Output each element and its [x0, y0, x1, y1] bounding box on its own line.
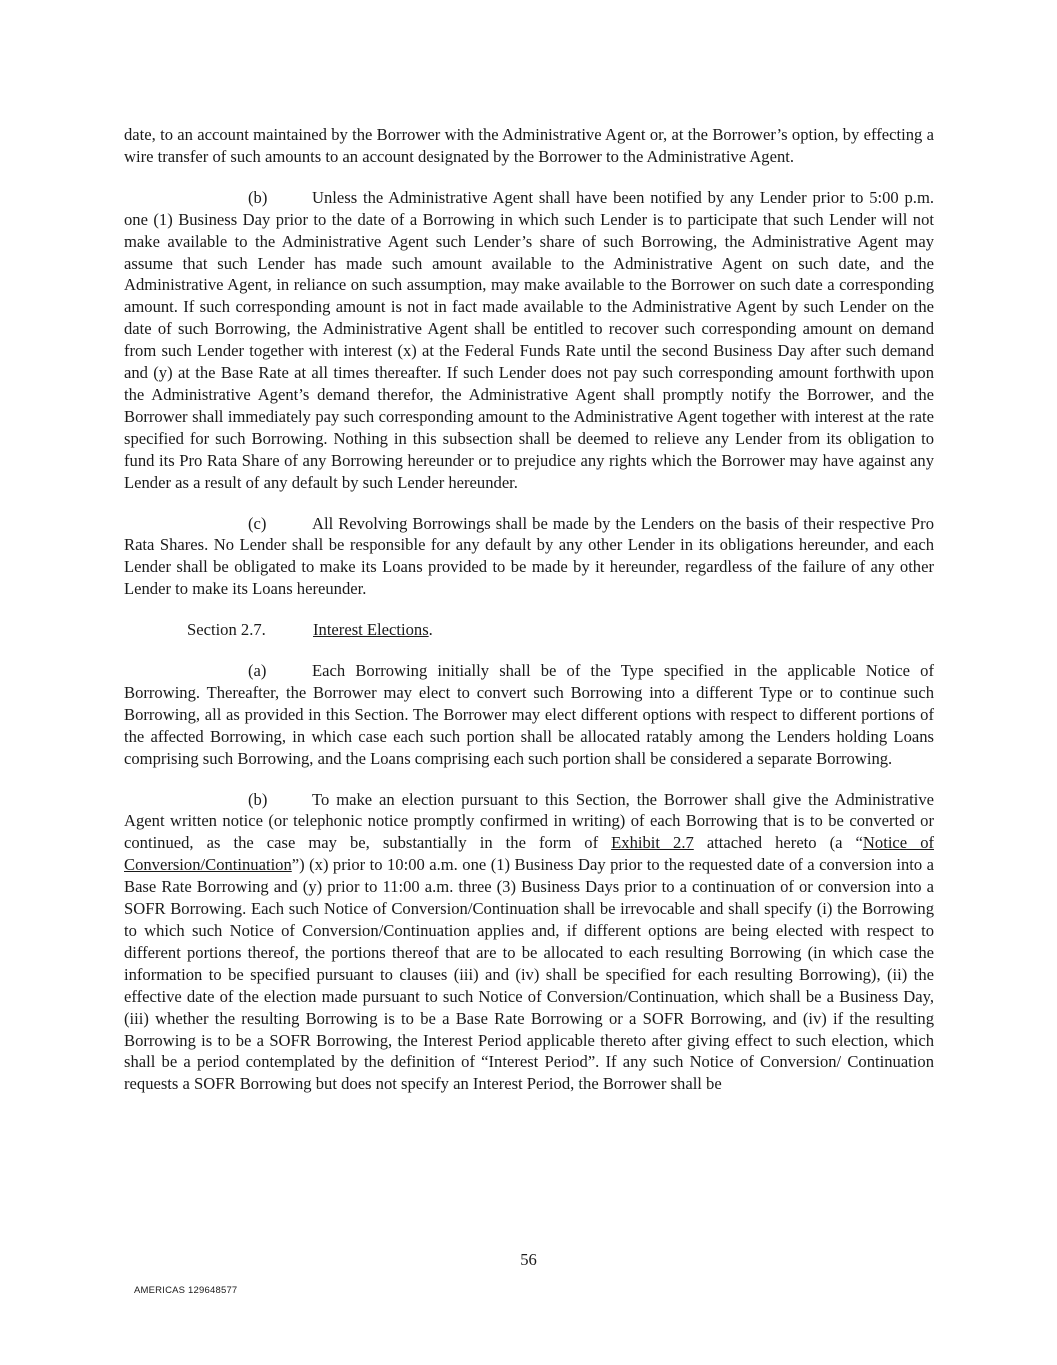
paragraph-c: [124, 513, 934, 601]
continuation-paragraph: date, to an account maintained by the Borrower with the Administrative Agent or, at the Borrower’s option, by effecting a wire transfer of such amounts to an account designated by the Borrower to the Administrative Agent.: [124, 125, 934, 166]
section-number: Section 2.7.: [187, 620, 266, 640]
page-number: 56: [520, 1250, 537, 1269]
section-paragraph-b-label: (b): [248, 789, 268, 809]
paragraph-b-label: (b): [248, 187, 268, 207]
section-paragraph-a: [124, 660, 934, 770]
section-paragraph-b-text-3: ”) (x) prior to 10:00 a.m. one (1) Business Day prior to the requested date of a conversion into a Base Rate Borrowing and (y) prior to 11:00 a.m. three (3) Business Days prior to a continuation of or conversion into a SOFR Borrowing. Each such Notice of Conversion/Continuation shall be irrevocable and shall specify (i) the Borrowing to which such Notice of Conversion/Continuation applies and, if different options are being elected with respect to different portions thereof, the portions thereof that are to be allocated to each resulting Borrowing (in which case the information to be specified pursuant to clauses (iii) and (iv) shall be specified for each resulting Borrowing), (ii) the effective date of the election made pursuant to such Notice of Conversion/Continuation, which shall be a Business Day, (iii) whether the resulting Borrowing is to be a Base Rate Borrowing or a SOFR Borrowing, and (iv) if the resulting Borrowing is to be a SOFR Borrowing, the Interest Period applicable thereto after giving effect to such election, which shall be a period contemplated by the definition of “Interest Period”. If any such Notice of Conversion/ Continuation requests a SOFR Borrowing but does not specify an Interest Period, the Borrower shall be: [124, 855, 934, 1094]
paragraph-c-label: (c): [248, 513, 267, 533]
section-title: Interest Elections: [313, 620, 429, 640]
section-title-period: .: [428, 620, 433, 640]
paragraph-b-text: Unless the Administrative Agent shall have been notified by any Lender prior to 5:00 p.m. one (1) Business Day prior to the date of a Borrowing in which such Lender is to participate that such Lender will not make available to the Administrative Agent such Lender’s share of such Borrowing, the Administrative Agent may assume that such Lender has made such amount available to the Administrative Agent on such date, and the Administrative Agent, in reliance on such assumption, may make available to the Borrower on such date a corresponding amount. If such corresponding amount is not in fact made available to the Administrative Agent by such Lender on the date of such Borrowing, the Administrative Agent shall be entitled to recover such corresponding amount on demand from such Lender together with interest (x) at the Federal Funds Rate until the second Business Day after such demand and (y) at the Base Rate at all times thereafter. If such Lender does not pay such corresponding amount forthwith upon the Administrative Agent’s demand therefor, the Administrative Agent shall promptly notify the Borrower, and the Borrower shall immediately pay such corresponding amount to the Administrative Agent together with interest at the rate specified for such Borrowing. Nothing in this subsection shall be deemed to relieve any Lender from its obligation to fund its Pro Rata Share of any Borrowing hereunder or to prejudice any rights which the Borrower may have against any Lender as a result of any default by such Lender hereunder.: [124, 187, 934, 492]
document-id: AMERICAS 129648577: [134, 1285, 238, 1296]
section-paragraph-a-label: (a): [248, 661, 267, 681]
section-paragraph-a-text: Each Borrowing initially shall be of the Type specified in the applicable Notice of Borrowing. Thereafter, the Borrower may elect to convert such Borrowing into a different Type or to continue such Borrowing, all as provided in this Section. The Borrower may elect different options with respect to different portions of the affected Borrowing, in which case each such portion shall be allocated ratably among the Lenders holding Loans comprising such Borrowing, and the Loans comprising each such portion shall be considered a separate Borrowing.: [124, 661, 934, 768]
defined-term: Notice of Conversion/Continuation: [124, 833, 935, 875]
page-body: [124, 124, 934, 1095]
section-paragraph-b: [124, 789, 934, 1096]
section-heading: [124, 619, 934, 641]
exhibit-reference: Exhibit 2.7: [611, 833, 694, 853]
paragraph-b: [124, 187, 934, 494]
section-paragraph-b-text-2: attached hereto (a “: [693, 833, 863, 853]
paragraph-c-text: All Revolving Borrowings shall be made by the Lenders on the basis of their respective Pro Rata Shares. No Lender shall be responsible for any default by any other Lender in its obligations hereunder, and each Lender shall be obligated to make its Loans provided to be made by it hereunder, regardless of the failure of any other Lender to make its Loans hereunder.: [124, 513, 934, 599]
section-paragraph-b-text-1: To make an election pursuant to this Section, the Borrower shall give the Administrative Agent written notice (or telephonic notice promptly confirmed in writing) of each Borrowing that is to be converted or continued, as the case may be, substantially in the form of: [124, 789, 934, 853]
